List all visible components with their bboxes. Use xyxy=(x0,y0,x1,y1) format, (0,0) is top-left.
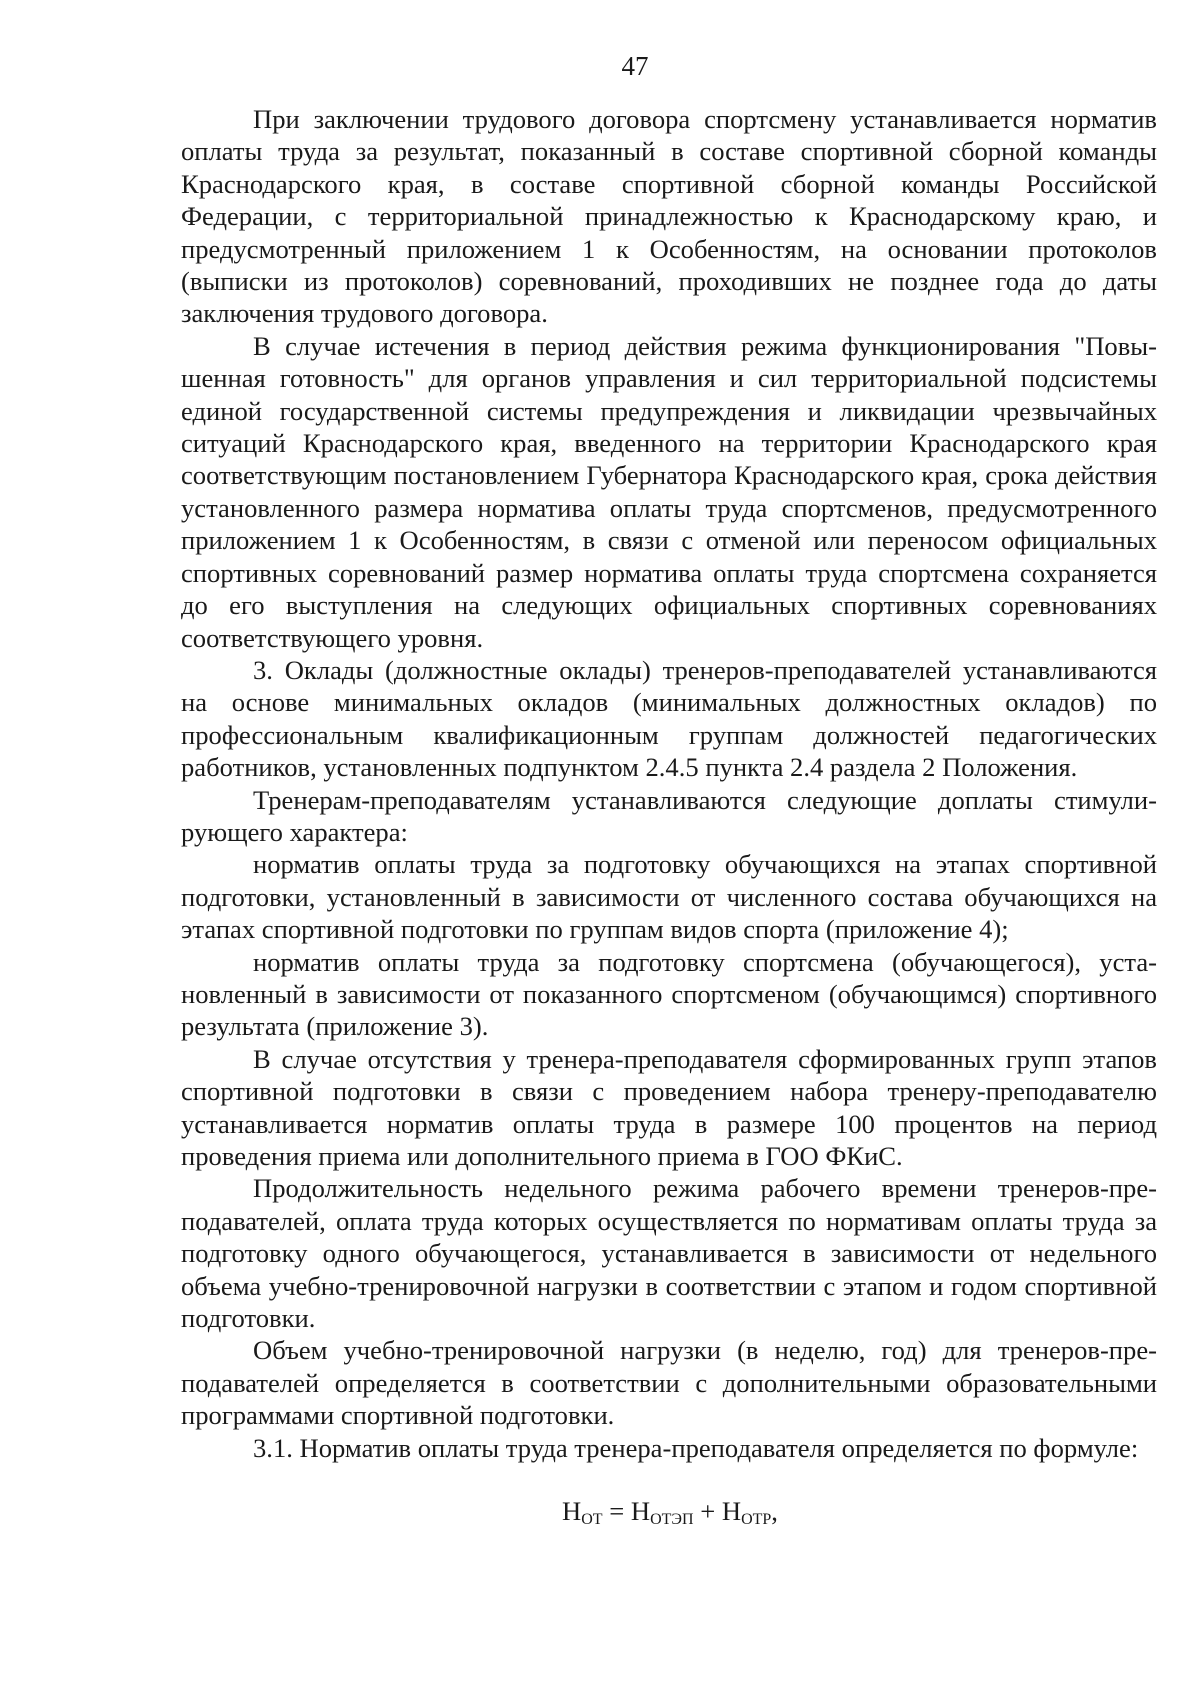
paragraph-no-groups: В случае отсутствия у тренера-преподавателя сформированных групп этапов спортивной подготовки в связи с проведением набора тренеру-преподавателю устанавливается норматив оплаты труда в размере 100 процентов на период проведения приема или дополнительного приема в ГОО ФКиС. xyxy=(181,1043,1157,1171)
formula-equals: = xyxy=(609,1496,625,1526)
paragraph-formula-intro: 3.1. Норматив оплаты труда тренера-преподавателя определяется по формуле: xyxy=(253,1432,1139,1463)
formula-term2-base: Н xyxy=(721,1496,742,1526)
paragraph-incentive-payments: Тренерам-преподавателям устанавливаются следующие доплаты стимулирующего характера: xyxy=(181,784,1157,847)
formula-trailing-comma: , xyxy=(771,1496,778,1526)
formula-term2-sub: ОТР xyxy=(741,1511,772,1528)
paragraph-norm-training-stages: норматив оплаты труда за подготовку обучающихся на этапах спортивной подготовки, установленный в зависимости от численного состава обучающихся на этапах спортивной подготовки по группам видов спорта (приложение 4); xyxy=(181,849,1157,945)
formula xyxy=(562,1495,778,1527)
paragraph-training-load: Объем учебно-тренировочной нагрузки (в неделю, год) для тренеров-преподавателей определяется в соответствии с дополнительными образовательными программами спортивной подготовки. xyxy=(181,1335,1157,1431)
formula-lhs-base: Н xyxy=(562,1496,582,1526)
formula-term1-base: Н xyxy=(630,1496,651,1526)
paragraph-weekly-hours: Продолжительность недельного режима рабочего времени тренеров-преподавателей, оплата труда которых осуществляется по нормативам оплаты труда за подготовку одного обучающегося, устанавливается в зависимости от недельного объема учебно-тренировочной нагрузки в соответствии с этапом и годом спортивной подготовки. xyxy=(181,1173,1157,1334)
paragraph-salaries-coaches: 3. Оклады (должностные оклады) тренеров-преподавателей устанавливаются на основе минимальных окладов (минимальных должностных окладов) по профессиональным квалификационным группам должностей педагогических работников, установленных подпунктом 2.4.5 пункта 2.4 раздела 2 Положения. xyxy=(181,654,1157,783)
page-number: 47 xyxy=(621,51,649,81)
formula-term1-sub: ОТЭП xyxy=(650,1511,694,1528)
paragraph-norm-athlete-result: норматив оплаты труда за подготовку спортсмена (обучающегося), установленный в зависимости от показанного спортсменом (обучающимся) спортивного результата (приложение 3). xyxy=(181,946,1157,1042)
formula-lhs-sub: ОТ xyxy=(581,1511,603,1528)
formula-plus: + xyxy=(700,1496,716,1526)
paragraph-contract-norm: При заключении трудового договора спортсмену устанавливается норматив оплаты труда за результат, показанный в составе спортивной сборной команды Краснодарского края, в составе спортивной сборной команды Российской Федерации, с территориальной принадлежностью к Краснодарскому краю, и предусмотренный приложением 1 к Особенностям, на основании протоколов (выписки из протоколов) соревнований, проходивших не позднее года до даты заключения трудового договора. xyxy=(181,104,1157,329)
paragraph-emergency-regime: В случае истечения в период действия режима функционирования "Повышенная готовность" для органов управления и сил территориальной подсистемы единой государственной системы предупреждения и ликвидации чрезвычайных ситуаций Краснодарского края, введенного на территории Краснодарского края соответствующим постановлением Губернатора Краснодарского края, срока действия установленного размера норматива оплаты труда спортсменов, предусмотренного приложением 1 к Особенностям, в связи с отменой или переносом официальных спортивных соревнований размер норматива оплаты труда спортсмена сохраняется до его выступления на следующих официальных спортивных соревнованиях соответствующего уровня. xyxy=(181,330,1157,653)
document-body xyxy=(181,103,1157,1464)
